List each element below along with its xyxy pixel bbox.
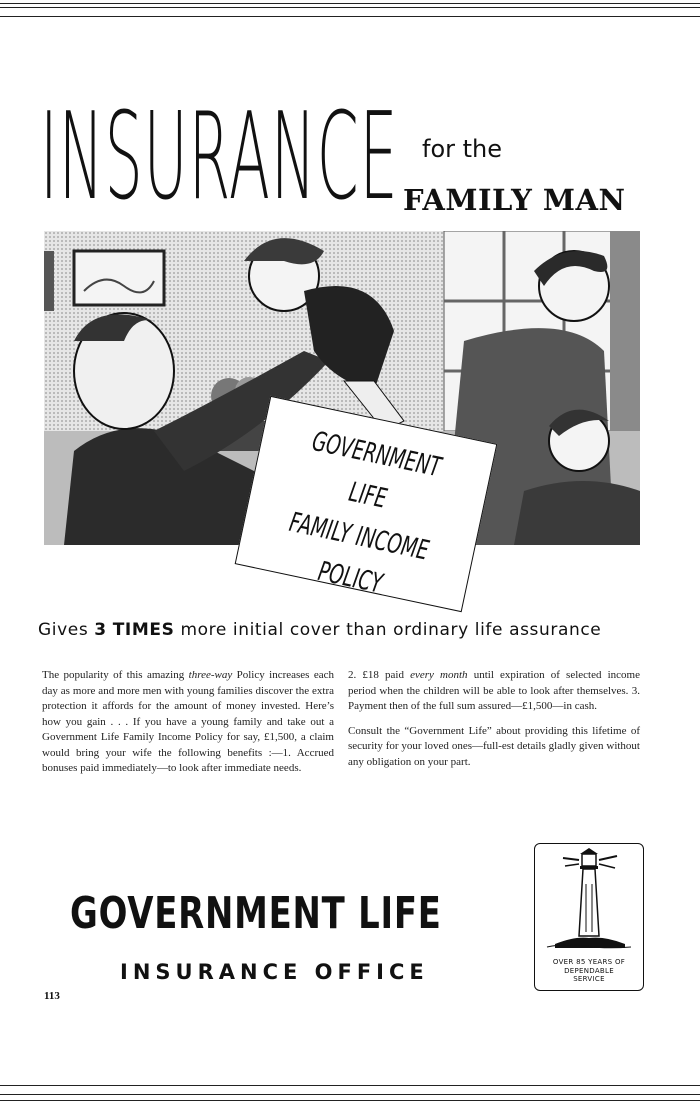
badge-line-3: SERVICE (573, 975, 605, 983)
top-rule-3 (0, 16, 700, 17)
company-subtitle: INSURANCE OFFICE (120, 960, 429, 984)
service-badge (534, 843, 644, 991)
body-right-italic: every month (410, 669, 468, 681)
bottom-rule-3 (0, 1100, 700, 1101)
body-paragraph-right-1 (348, 668, 640, 715)
headline-insurance: INSURANCE (40, 88, 399, 227)
tagline-rest: more initial cover than ordinary life assurance (174, 620, 602, 640)
body-left-italic: three-way (188, 669, 233, 681)
company-name: GOVERNMENT LIFE (70, 888, 442, 939)
card-line-2: FAMILY INCOME (286, 506, 432, 567)
badge-line-2: DEPENDABLE (564, 966, 614, 975)
bottom-rule-2 (0, 1094, 700, 1095)
body-left-pre: The popularity of this amazing (42, 669, 189, 681)
lighthouse-icon (535, 844, 643, 954)
headline-for-the: for the (422, 135, 503, 163)
headline-family-man: FAMILY MAN (403, 183, 626, 217)
card-line-1: GOVERNMENT LIFE (309, 425, 444, 515)
body-column-right (348, 668, 640, 779)
body-left-post: Policy increases each day as more and more men with young families discover the extra protection it affords for the amount of money invested. Here’s how you gain . . . If you have a young family and take out a Government Life Family Income Policy for say, £1,500, a claim would bring your wife the following benefits :—1. Accrued bonuses paid immediately—to look after immediate needs. (42, 669, 334, 774)
body-right-post: until expiration of selected income period when the children will be able to look after themselves. 3. Payment then of the full sum assured—£1,500—in cash. (348, 669, 640, 712)
tagline (38, 620, 658, 640)
top-rule-1 (0, 3, 700, 4)
page-number: 113 (44, 990, 60, 1002)
tagline-pre: Gives (38, 620, 95, 640)
badge-text (535, 958, 643, 984)
bottom-rule-1 (0, 1085, 700, 1086)
body-column-left (42, 668, 334, 786)
body-paragraph-right-2: Consult the “Government Life” about providing this lifetime of security for your loved ones—full-est details gladly given without any obligation on your part. (348, 724, 640, 768)
top-rule-2 (0, 7, 700, 8)
tagline-number: 3 (94, 620, 107, 640)
body-right-pre: 2. £18 paid (348, 669, 411, 681)
tagline-times: TIMES (112, 620, 175, 640)
card-line-3: POLICY (315, 555, 386, 600)
badge-line-1: OVER 85 YEARS OF (552, 958, 626, 966)
body-paragraph-left (42, 668, 334, 777)
